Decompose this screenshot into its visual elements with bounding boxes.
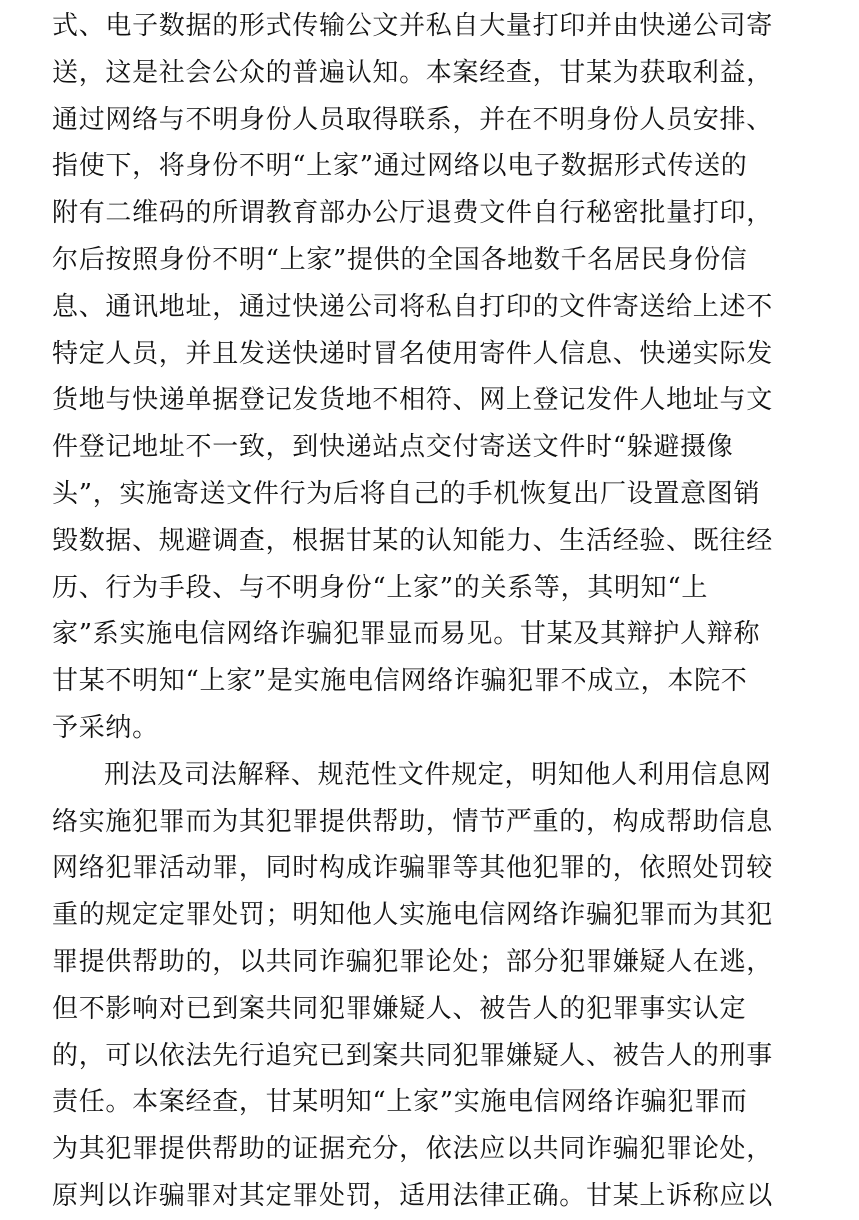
text-line: 络实施犯罪而为其犯罪提供帮助，情节严重的，构成帮助信息 [52, 806, 773, 837]
text-line: 送，这是社会公众的普遍认知。本案经查，甘某为获取利益， [52, 57, 773, 88]
text-line: 为其犯罪提供帮助的证据充分，依法应以共同诈骗犯罪论处， [52, 1134, 773, 1165]
paragraph-1 [52, 3, 812, 752]
text-line: 息、通讯地址，通过快递公司将私自打印的文件寄送给上述不 [52, 291, 773, 322]
text-line: 但不影响对已到案共同犯罪嫌疑人、被告人的犯罪事实认定 [52, 993, 747, 1024]
text-line: 历、行为手段、与不明身份“上家”的关系等，其明知“上 [52, 572, 709, 603]
text-line: 指使下，将身份不明“上家”通过网络以电子数据形式传送的 [52, 151, 748, 182]
text-line: 特定人员，并且发送快递时冒名使用寄件人信息、快递实际发 [52, 338, 773, 369]
text-line: 重的规定定罪处罚；明知他人实施电信网络诈骗犯罪而为其犯 [52, 900, 773, 931]
text-line: 毁数据、规避调查，根据甘某的认知能力、生活经验、既往经 [52, 525, 773, 556]
text-line: 尔后按照身份不明“上家”提供的全国各地数千名居民身份信 [52, 244, 748, 275]
text-line: 予采纳。 [52, 712, 159, 743]
text-line: 通过网络与不明身份人员取得联系，并在不明身份人员安排、 [52, 104, 773, 135]
text-line: 家”系实施电信网络诈骗犯罪显而易见。甘某及其辩护人辩称 [52, 619, 761, 650]
text-line: 罪提供帮助的，以共同诈骗犯罪论处；部分犯罪嫌疑人在逃， [52, 946, 773, 977]
paragraph-2 [52, 752, 812, 1220]
text-line: 货地与快递单据登记发货地不相符、网上登记发件人地址与文 [52, 385, 773, 416]
text-line: 附有二维码的所谓教育部办公厅退费文件自行秘密批量打印， [52, 198, 773, 229]
text-line: 件登记地址不一致，到快递站点交付寄送文件时“躲避摄像 [52, 432, 734, 463]
text-line: 刑法及司法解释、规范性文件规定，明知他人利用信息网 [104, 759, 772, 790]
text-line: 式、电子数据的形式传输公文并私自大量打印并由快递公司寄 [52, 11, 773, 41]
text-line: 责任。本案经查，甘某明知“上家”实施电信网络诈骗犯罪而 [52, 1087, 748, 1118]
document-body [52, 0, 812, 1220]
text-line: 甘某不明知“上家”是实施电信网络诈骗犯罪不成立，本院不 [52, 666, 748, 697]
text-line: 头”，实施寄送文件行为后将自己的手机恢复出厂设置意图销 [52, 478, 761, 509]
text-line: 的，可以依法先行追究已到案共同犯罪嫌疑人、被告人的刑事 [52, 1040, 773, 1071]
text-line: 原判以诈骗罪对其定罪处罚，适用法律正确。甘某上诉称应以 [52, 1180, 773, 1211]
text-line: 网络犯罪活动罪，同时构成诈骗罪等其他犯罪的，依照处罚较 [52, 853, 773, 884]
